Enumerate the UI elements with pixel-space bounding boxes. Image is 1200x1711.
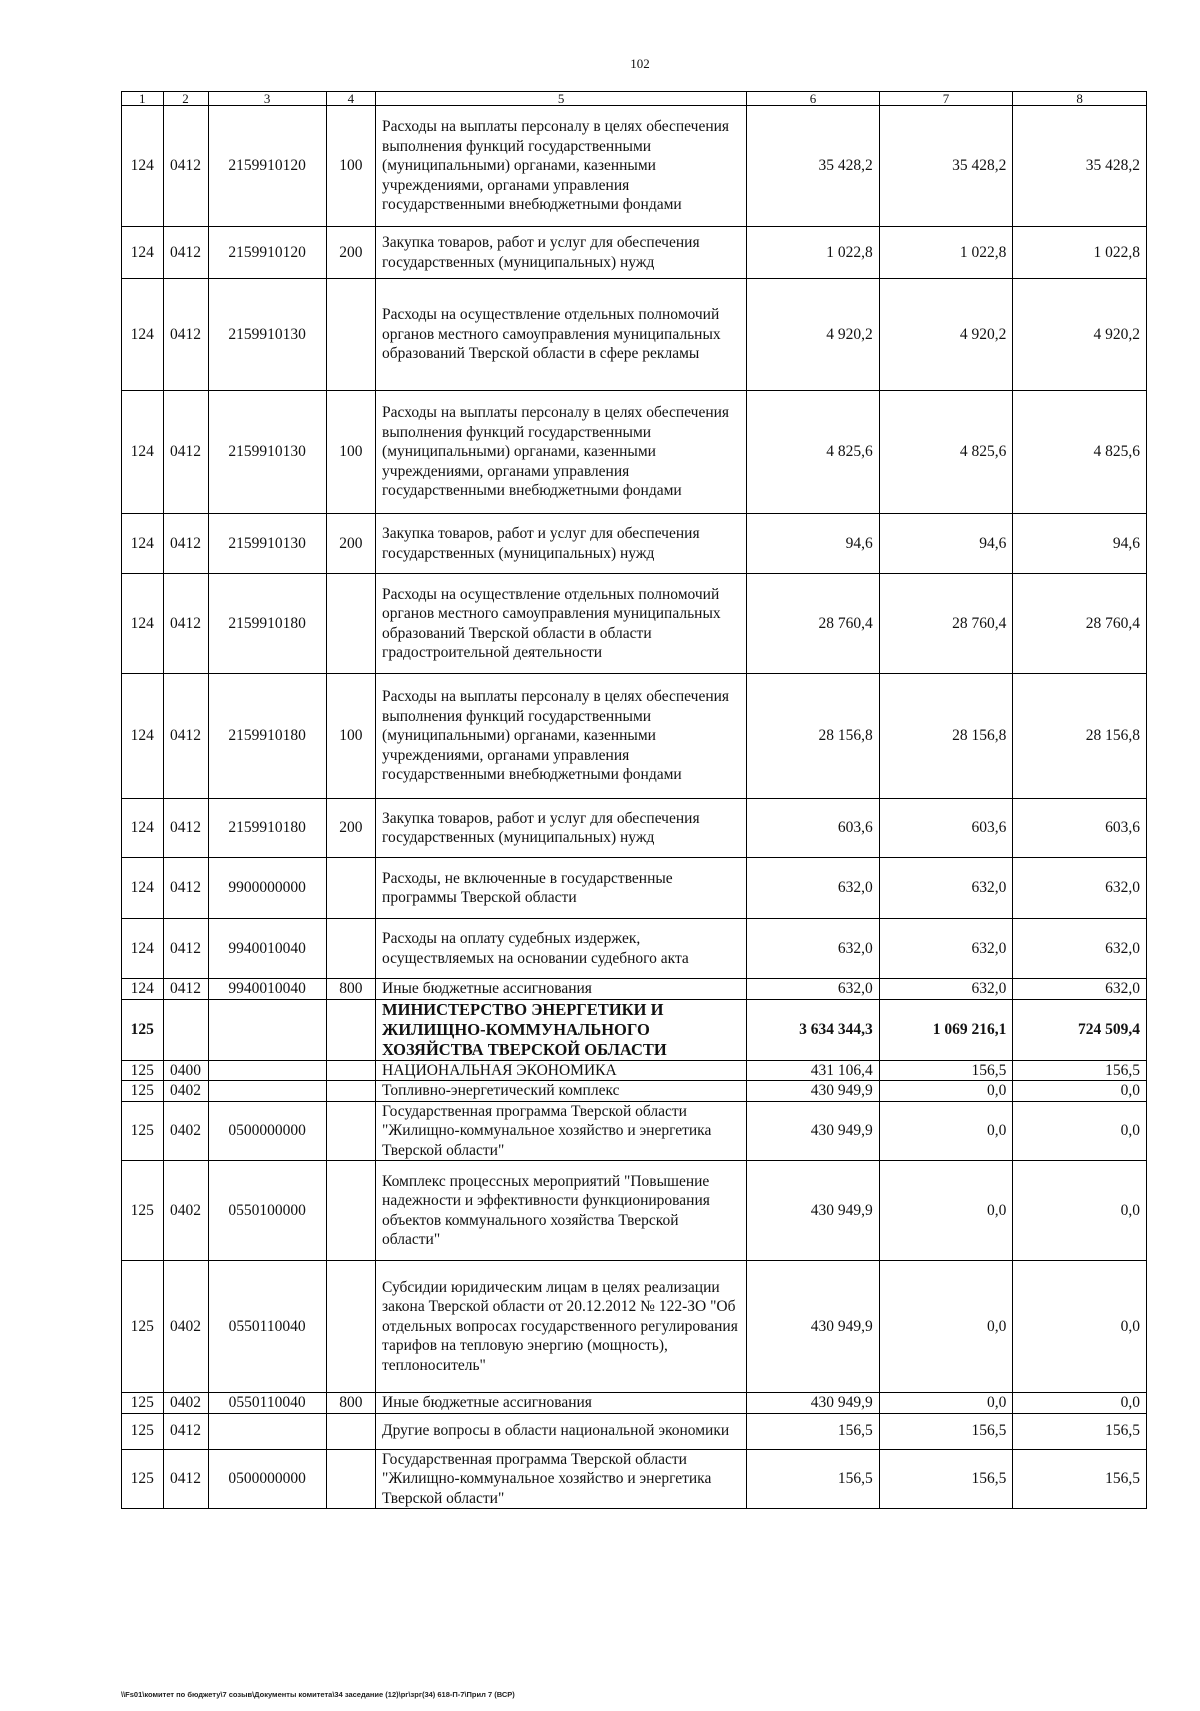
cell-expense-type — [326, 1081, 375, 1102]
column-header: 5 — [376, 92, 747, 106]
cell-amount-6: 632,0 — [747, 858, 880, 919]
column-header: 2 — [163, 92, 208, 106]
cell-expense-type — [326, 279, 375, 391]
cell-section: 0402 — [163, 1161, 208, 1261]
cell-amount-7: 632,0 — [879, 919, 1013, 979]
cell-description: Расходы на выплаты персоналу в целях обеспечения выполнения функций государственными (муниципальными) органами, казенными учреждениями, органами управления государственными внебюджетными фондами — [376, 674, 747, 799]
cell-amount-6: 603,6 — [747, 799, 880, 858]
cell-amount-6: 4 825,6 — [747, 391, 880, 514]
table-body — [122, 92, 1147, 1509]
cell-amount-8: 35 428,2 — [1013, 106, 1147, 227]
cell-amount-8: 4 825,6 — [1013, 391, 1147, 514]
cell-expense-type — [326, 919, 375, 979]
cell-grbs: 124 — [122, 979, 164, 1000]
cell-expense-type — [326, 1060, 375, 1081]
cell-description: Расходы на осуществление отдельных полномочий органов местного самоуправления муниципальных образований Тверской области в области градостроительной деятельности — [376, 574, 747, 674]
cell-expense-type: 100 — [326, 106, 375, 227]
column-header: 3 — [208, 92, 326, 106]
cell-amount-8: 28 760,4 — [1013, 574, 1147, 674]
cell-amount-7: 156,5 — [879, 1060, 1013, 1081]
table-row — [122, 674, 1147, 799]
cell-target-article: 0500000000 — [208, 1449, 326, 1509]
cell-target-article: 2159910120 — [208, 106, 326, 227]
cell-expense-type — [326, 858, 375, 919]
column-header: 4 — [326, 92, 375, 106]
cell-grbs: 125 — [122, 1413, 164, 1449]
cell-expense-type: 800 — [326, 979, 375, 1000]
cell-amount-8: 28 156,8 — [1013, 674, 1147, 799]
cell-expense-type — [326, 1261, 375, 1393]
cell-section: 0412 — [163, 514, 208, 574]
cell-amount-6: 1 022,8 — [747, 227, 880, 279]
cell-amount-8: 632,0 — [1013, 858, 1147, 919]
cell-description: Расходы на выплаты персоналу в целях обеспечения выполнения функций государственными (муниципальными) органами, казенными учреждениями, органами управления государственными внебюджетными фондами — [376, 106, 747, 227]
table-row — [122, 574, 1147, 674]
cell-description: Расходы на оплату судебных издержек, осуществляемых на основании судебного акта — [376, 919, 747, 979]
table-row — [122, 858, 1147, 919]
cell-description: Закупка товаров, работ и услуг для обеспечения государственных (муниципальных) нужд — [376, 227, 747, 279]
cell-amount-7: 0,0 — [879, 1101, 1013, 1161]
cell-target-article: 2159910180 — [208, 799, 326, 858]
cell-amount-7: 4 825,6 — [879, 391, 1013, 514]
cell-description: Расходы на выплаты персоналу в целях обеспечения выполнения функций государственными (муниципальными) органами, казенными учреждениями, органами управления государственными внебюджетными фондами — [376, 391, 747, 514]
cell-grbs: 125 — [122, 1060, 164, 1081]
cell-description: Государственная программа Тверской области "Жилищно-коммунальное хозяйство и энергетика Тверской области" — [376, 1449, 747, 1509]
cell-target-article: 0550100000 — [208, 1161, 326, 1261]
cell-expense-type: 100 — [326, 674, 375, 799]
cell-target-article: 9940010040 — [208, 919, 326, 979]
cell-amount-8: 0,0 — [1013, 1081, 1147, 1102]
cell-amount-8: 156,5 — [1013, 1413, 1147, 1449]
cell-amount-8: 0,0 — [1013, 1161, 1147, 1261]
table-row — [122, 919, 1147, 979]
cell-target-article: 2159910130 — [208, 279, 326, 391]
table-row — [122, 279, 1147, 391]
cell-amount-6: 156,5 — [747, 1413, 880, 1449]
cell-target-article: 0550110040 — [208, 1393, 326, 1414]
cell-description: Иные бюджетные ассигнования — [376, 979, 747, 1000]
cell-target-article: 0500000000 — [208, 1101, 326, 1161]
cell-amount-7: 0,0 — [879, 1161, 1013, 1261]
table-row — [122, 1161, 1147, 1261]
cell-amount-7: 632,0 — [879, 979, 1013, 1000]
cell-amount-7: 35 428,2 — [879, 106, 1013, 227]
cell-amount-6: 94,6 — [747, 514, 880, 574]
cell-amount-6: 35 428,2 — [747, 106, 880, 227]
cell-amount-8: 632,0 — [1013, 919, 1147, 979]
cell-amount-6: 430 949,9 — [747, 1261, 880, 1393]
cell-amount-6: 4 920,2 — [747, 279, 880, 391]
table-row — [122, 1449, 1147, 1509]
cell-amount-8: 1 022,8 — [1013, 227, 1147, 279]
budget-table — [121, 91, 1147, 1509]
cell-amount-8: 4 920,2 — [1013, 279, 1147, 391]
cell-description: Комплекс процессных мероприятий "Повышение надежности и эффективности функционирования объектов коммунального хозяйства Тверской области" — [376, 1161, 747, 1261]
cell-section: 0412 — [163, 1413, 208, 1449]
cell-target-article: 2159910180 — [208, 674, 326, 799]
cell-description: МИНИСТЕРСТВО ЭНЕРГЕТИКИ И ЖИЛИЩНО-КОММУНАЛЬНОГО ХОЗЯЙСТВА ТВЕРСКОЙ ОБЛАСТИ — [376, 999, 747, 1060]
cell-grbs: 124 — [122, 574, 164, 674]
cell-target-article: 2159910130 — [208, 391, 326, 514]
cell-amount-6: 431 106,4 — [747, 1060, 880, 1081]
cell-amount-7: 1 069 216,1 — [879, 999, 1013, 1060]
cell-grbs: 125 — [122, 1261, 164, 1393]
table-row — [122, 514, 1147, 574]
header-row — [122, 92, 1147, 106]
cell-amount-8: 0,0 — [1013, 1101, 1147, 1161]
cell-amount-6: 156,5 — [747, 1449, 880, 1509]
cell-amount-6: 632,0 — [747, 919, 880, 979]
cell-grbs: 124 — [122, 279, 164, 391]
cell-amount-8: 156,5 — [1013, 1060, 1147, 1081]
cell-amount-8: 632,0 — [1013, 979, 1147, 1000]
cell-expense-type: 200 — [326, 799, 375, 858]
cell-amount-7: 1 022,8 — [879, 227, 1013, 279]
cell-grbs: 125 — [122, 1393, 164, 1414]
cell-description: Закупка товаров, работ и услуг для обеспечения государственных (муниципальных) нужд — [376, 514, 747, 574]
cell-amount-7: 0,0 — [879, 1081, 1013, 1102]
cell-section: 0412 — [163, 227, 208, 279]
cell-section: 0402 — [163, 1081, 208, 1102]
cell-description: Расходы на осуществление отдельных полномочий органов местного самоуправления муниципальных образований Тверской области в сфере рекламы — [376, 279, 747, 391]
cell-amount-7: 4 920,2 — [879, 279, 1013, 391]
cell-expense-type — [326, 999, 375, 1060]
cell-amount-8: 94,6 — [1013, 514, 1147, 574]
cell-section: 0412 — [163, 106, 208, 227]
cell-grbs: 125 — [122, 1161, 164, 1261]
page-number: 102 — [630, 56, 650, 71]
cell-amount-6: 28 156,8 — [747, 674, 880, 799]
column-header: 8 — [1013, 92, 1147, 106]
column-header: 1 — [122, 92, 164, 106]
cell-grbs: 124 — [122, 106, 164, 227]
cell-amount-7: 0,0 — [879, 1261, 1013, 1393]
cell-grbs: 124 — [122, 514, 164, 574]
cell-grbs: 125 — [122, 1101, 164, 1161]
cell-section: 0412 — [163, 674, 208, 799]
cell-section: 0412 — [163, 279, 208, 391]
cell-section: 0412 — [163, 979, 208, 1000]
cell-amount-8: 0,0 — [1013, 1261, 1147, 1393]
column-header: 7 — [879, 92, 1013, 106]
cell-expense-type — [326, 1101, 375, 1161]
cell-section: 0402 — [163, 1261, 208, 1393]
cell-target-article: 2159910180 — [208, 574, 326, 674]
table-row — [122, 999, 1147, 1060]
cell-target-article: 2159910120 — [208, 227, 326, 279]
table-row — [122, 1261, 1147, 1393]
cell-amount-8: 156,5 — [1013, 1449, 1147, 1509]
cell-target-article: 9940010040 — [208, 979, 326, 1000]
cell-target-article: 2159910130 — [208, 514, 326, 574]
cell-section: 0412 — [163, 858, 208, 919]
cell-expense-type: 200 — [326, 514, 375, 574]
cell-target-article — [208, 1081, 326, 1102]
column-header: 6 — [747, 92, 880, 106]
cell-amount-7: 28 156,8 — [879, 674, 1013, 799]
cell-target-article — [208, 1413, 326, 1449]
cell-amount-8: 603,6 — [1013, 799, 1147, 858]
table-row — [122, 391, 1147, 514]
cell-target-article — [208, 999, 326, 1060]
cell-expense-type: 800 — [326, 1393, 375, 1414]
cell-expense-type: 100 — [326, 391, 375, 514]
cell-description: Государственная программа Тверской области "Жилищно-коммунальное хозяйство и энергетика Тверской области" — [376, 1101, 747, 1161]
cell-section: 0412 — [163, 799, 208, 858]
cell-amount-8: 724 509,4 — [1013, 999, 1147, 1060]
cell-section: 0400 — [163, 1060, 208, 1081]
cell-grbs: 124 — [122, 799, 164, 858]
table-row — [122, 227, 1147, 279]
footer-file-path: \\Fs01\комитет по бюджету\7 созыв\Документы комитета\34 заседание (12)\рг\зрг(34) 618-П-7\Прил 7 (ВСР) — [121, 1690, 515, 1699]
cell-description: Расходы, не включенные в государственные программы Тверской области — [376, 858, 747, 919]
cell-expense-type — [326, 1413, 375, 1449]
cell-amount-6: 430 949,9 — [747, 1101, 880, 1161]
table-row — [122, 106, 1147, 227]
cell-section: 0402 — [163, 1101, 208, 1161]
table-row — [122, 1081, 1147, 1102]
cell-expense-type — [326, 1449, 375, 1509]
table-row — [122, 1101, 1147, 1161]
cell-amount-7: 156,5 — [879, 1413, 1013, 1449]
cell-grbs: 125 — [122, 1449, 164, 1509]
table-row — [122, 1413, 1147, 1449]
cell-expense-type: 200 — [326, 227, 375, 279]
cell-grbs: 125 — [122, 999, 164, 1060]
table-row — [122, 1393, 1147, 1414]
cell-section: 0412 — [163, 1449, 208, 1509]
cell-description: НАЦИОНАЛЬНАЯ ЭКОНОМИКА — [376, 1060, 747, 1081]
cell-amount-7: 156,5 — [879, 1449, 1013, 1509]
cell-section: 0402 — [163, 1393, 208, 1414]
cell-description: Топливно-энергетический комплекс — [376, 1081, 747, 1102]
cell-amount-6: 632,0 — [747, 979, 880, 1000]
cell-section — [163, 999, 208, 1060]
cell-amount-7: 632,0 — [879, 858, 1013, 919]
cell-description: Другие вопросы в области национальной экономики — [376, 1413, 747, 1449]
cell-expense-type — [326, 1161, 375, 1261]
table-row — [122, 799, 1147, 858]
cell-section: 0412 — [163, 391, 208, 514]
cell-amount-7: 94,6 — [879, 514, 1013, 574]
cell-expense-type — [326, 574, 375, 674]
cell-description: Субсидии юридическим лицам в целях реализации закона Тверской области от 20.12.2012 № 122-ЗО "Об отдельных вопросах государственного регулирования тарифов на тепловую энергию (мощность), теплоноситель" — [376, 1261, 747, 1393]
cell-target-article: 0550110040 — [208, 1261, 326, 1393]
cell-amount-8: 0,0 — [1013, 1393, 1147, 1414]
cell-amount-6: 430 949,9 — [747, 1161, 880, 1261]
cell-grbs: 124 — [122, 674, 164, 799]
cell-amount-6: 430 949,9 — [747, 1081, 880, 1102]
cell-target-article — [208, 1060, 326, 1081]
cell-amount-7: 28 760,4 — [879, 574, 1013, 674]
cell-grbs: 125 — [122, 1081, 164, 1102]
cell-amount-6: 3 634 344,3 — [747, 999, 880, 1060]
cell-description: Иные бюджетные ассигнования — [376, 1393, 747, 1414]
table-row — [122, 979, 1147, 1000]
cell-description: Закупка товаров, работ и услуг для обеспечения государственных (муниципальных) нужд — [376, 799, 747, 858]
cell-target-article: 9900000000 — [208, 858, 326, 919]
cell-grbs: 124 — [122, 919, 164, 979]
cell-section: 0412 — [163, 574, 208, 674]
cell-grbs: 124 — [122, 391, 164, 514]
cell-amount-6: 28 760,4 — [747, 574, 880, 674]
cell-section: 0412 — [163, 919, 208, 979]
cell-grbs: 124 — [122, 227, 164, 279]
cell-amount-6: 430 949,9 — [747, 1393, 880, 1414]
table-row — [122, 1060, 1147, 1081]
cell-grbs: 124 — [122, 858, 164, 919]
cell-amount-7: 0,0 — [879, 1393, 1013, 1414]
cell-amount-7: 603,6 — [879, 799, 1013, 858]
